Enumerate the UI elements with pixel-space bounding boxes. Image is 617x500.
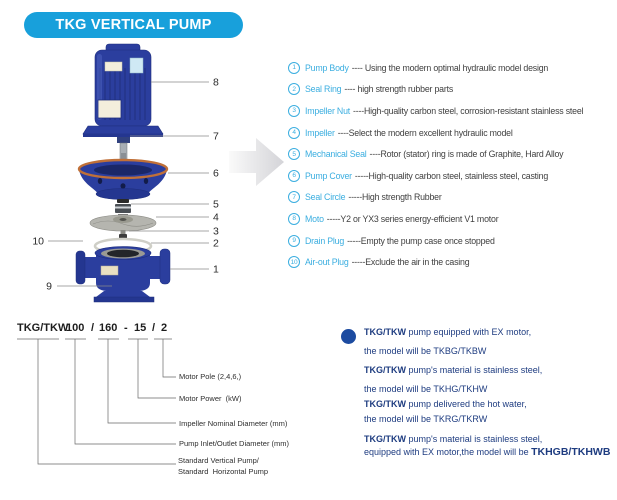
parts-list-item [288, 230, 617, 252]
part-name: Seal Circle [305, 192, 346, 203]
part-name: Pump Cover [305, 170, 352, 181]
model-segment-pole: 2 [161, 322, 168, 334]
part-desc: -----High-quality carbon steel, stainless steel, casting [354, 170, 549, 181]
variant-line [364, 346, 611, 358]
part-name: Drain Plug [305, 235, 345, 246]
variant-line [364, 384, 611, 396]
model-label-inlet-dia: Pump Inlet/Outlet Diameter (mm) [179, 439, 290, 448]
callout-7: 7 [213, 130, 219, 143]
part-name: Pump Body [305, 62, 349, 73]
variant-line-text: equipped with EX motor,the model will be [364, 446, 532, 457]
variant-line [364, 365, 611, 377]
model-separator: / [152, 322, 156, 334]
circled-number: 8 [288, 213, 300, 225]
variant-line [364, 434, 611, 446]
model-prefix: TKG/TKW [364, 434, 406, 444]
part-desc: ---- high strength rubber parts [344, 84, 454, 95]
page-title: TKG VERTICAL PUMP [55, 17, 212, 33]
model-segment-impeller: 160 [99, 322, 118, 334]
variant-notes [341, 327, 611, 466]
variant-line [364, 447, 611, 459]
parts-list [288, 57, 617, 273]
callout-1: 1 [213, 263, 219, 276]
callout-4: 4 [213, 211, 219, 224]
variant-line-text: pump's material is stainless steel, [406, 365, 543, 375]
model-label-motor-pole: Motor Pole (2,4,6,) [179, 372, 242, 381]
circled-number: 4 [288, 127, 300, 139]
part-name: Air-out Plug [305, 257, 349, 268]
model-prefix: TKG/TKW [364, 365, 406, 375]
pump-cover-icon [79, 153, 167, 200]
tree-lines [17, 339, 176, 464]
model-separator: - [124, 322, 128, 334]
callout-3: 3 [213, 225, 219, 238]
part-desc: ----Rotor (stator) ring is made of Graphite, Hard Alloy [369, 149, 564, 160]
part-name: Impeller [305, 127, 335, 138]
circled-number: 10 [288, 256, 300, 268]
variant-line-text: the model will be TKRG/TKRW [364, 414, 488, 424]
highlight-model-name: TKHGB/TKHWB [531, 445, 611, 458]
part-name: Impeller Nut [305, 105, 351, 116]
circled-number: 5 [288, 148, 300, 160]
model-label-standard-horizontal: Standard Horizontal Pump [178, 466, 269, 476]
callout-10: 10 [32, 235, 44, 248]
callout-2: 2 [213, 237, 219, 250]
part-desc: -----High strength Rubber [348, 192, 442, 203]
part-desc: -----Exclude the air in the casing [351, 257, 470, 268]
part-name: Moto [305, 213, 324, 224]
variant-text [364, 327, 611, 458]
bullet-icon [341, 329, 356, 344]
callout-8: 8 [213, 76, 219, 89]
parts-list-item [288, 79, 617, 101]
part-desc: ----Select the modern excellent hydraulic model [337, 127, 513, 138]
circled-number: 1 [288, 62, 300, 74]
circled-number: 6 [288, 170, 300, 182]
model-label-standard-vertical: Standard Vertical Pump/ [178, 456, 259, 465]
variant-line-text: pump equipped with EX motor, [406, 327, 532, 337]
model-prefix: TKG/TKW [364, 327, 406, 337]
motor-icon [83, 44, 163, 166]
parts-list-item [288, 187, 617, 209]
part-desc: ---- Using the modern optimal hydraulic model design [351, 62, 549, 73]
model-segment-inlet: 100 [66, 322, 85, 334]
parts-list-item [288, 57, 617, 79]
part-name: Mechanical Seal [305, 149, 367, 160]
model-label-impeller-dia: Impeller Nominal Diameter (mm) [179, 418, 288, 428]
variant-line-text: the model will be TKBG/TKBW [364, 346, 487, 356]
variant-line-text: the model will be TKHG/TKHW [364, 384, 488, 394]
variant-line [364, 414, 611, 426]
parts-list-item [288, 100, 617, 122]
part-desc: -----Y2 or YX3 series energy-efficient V1 motor [326, 213, 499, 224]
variant-line [364, 327, 611, 339]
variant-line-text: pump delivered the hot water, [406, 399, 527, 409]
part-desc: -----Empty the pump case once stopped [347, 235, 495, 246]
circled-number: 7 [288, 191, 300, 203]
parts-list-item [288, 208, 617, 230]
part-name: Seal Ring [305, 84, 342, 95]
circled-number: 9 [288, 235, 300, 247]
callout-5: 5 [213, 198, 219, 211]
parts-list-item [288, 122, 617, 144]
model-separator: / [91, 322, 95, 334]
model-segment-power: 15 [134, 322, 147, 334]
mechanical-seal-icon [115, 199, 131, 217]
parts-list-item [288, 251, 617, 273]
circled-number: 3 [288, 105, 300, 117]
pump-body-icon [76, 247, 170, 303]
circled-number: 2 [288, 83, 300, 95]
model-segment-series: TKG/TKW [17, 322, 69, 334]
model-prefix: TKG/TKW [364, 399, 406, 409]
variant-line [364, 399, 611, 411]
model-label-motor-power: Motor Power (kW) [179, 393, 242, 403]
parts-list-item [288, 165, 617, 187]
callout-9: 9 [46, 280, 52, 293]
part-desc: ----High-quality carbon steel, corrosion-resistant stainless steel [353, 105, 584, 116]
parts-list-item [288, 143, 617, 165]
variant-line-text: pump's material is stainless steel, [406, 434, 543, 444]
arrow-icon [229, 138, 284, 186]
callout-6: 6 [213, 167, 219, 180]
